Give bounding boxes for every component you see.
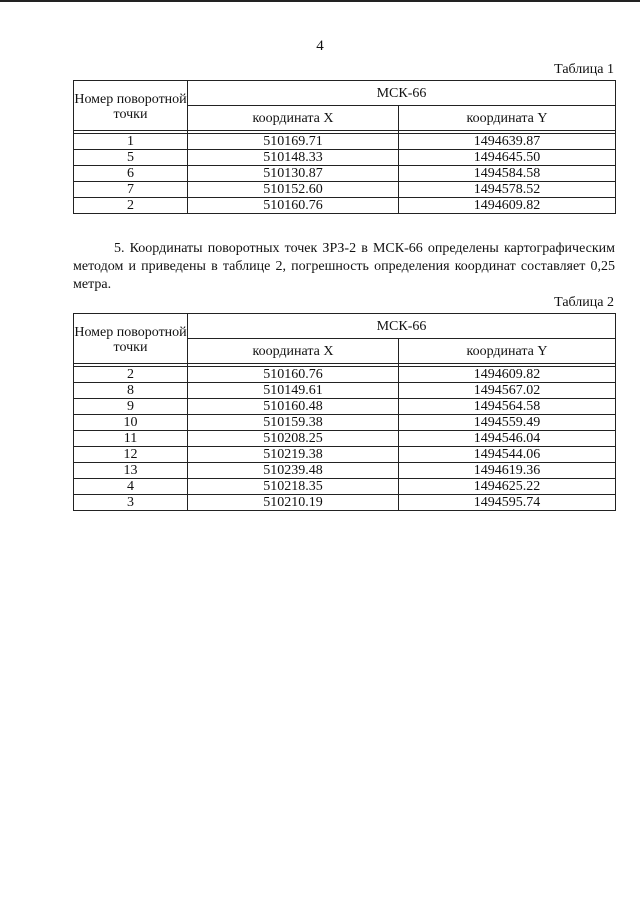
table-1-caption: Таблица 1 [554,62,614,77]
coordinate-x-cell: 510239.48 [188,463,399,479]
table-row [74,150,616,166]
point-number-cell: 5 [74,150,188,166]
point-number-cell: 4 [74,479,188,495]
coordinates-table-1 [73,80,616,214]
coordinate-y-cell: 1494567.02 [399,383,616,399]
coordinate-x-cell: 510169.71 [188,134,399,150]
point-number-header: Номер поворотной точки [74,81,188,131]
coordinate-x-cell: 510159.38 [188,415,399,431]
point-number-cell: 12 [74,447,188,463]
table-row [74,166,616,182]
coordinate-x-cell: 510160.76 [188,367,399,383]
coordinate-y-cell: 1494595.74 [399,495,616,511]
point-number-cell: 11 [74,431,188,447]
point-number-cell: 2 [74,367,188,383]
coordinate-x-cell: 510148.33 [188,150,399,166]
coordinates-table-2 [73,313,616,511]
paragraph-method-note: 5. Координаты поворотных точек ЗРЗ-2 в МСК-66 определены картографическим методом и приведены в таблице 2, погрешность определения координат составляет 0,25 метра. [73,241,615,292]
table-2-caption: Таблица 2 [554,295,614,310]
coordinate-y-cell: 1494639.87 [399,134,616,150]
point-number-cell: 8 [74,383,188,399]
point-number-cell: 10 [74,415,188,431]
table-row [74,399,616,415]
coordinate-x-cell: 510160.48 [188,399,399,415]
coordinate-x-cell: 510160.76 [188,198,399,214]
coordinate-x-cell: 510219.38 [188,447,399,463]
coordinate-x-cell: 510152.60 [188,182,399,198]
coordinate-x-cell: 510210.19 [188,495,399,511]
table-row [74,134,616,150]
coordinate-x-cell: 510208.25 [188,431,399,447]
coordinate-y-header: координата Y [399,106,616,131]
coordinate-y-header: координата Y [399,339,616,364]
coordinate-x-cell: 510149.61 [188,383,399,399]
table-row [74,182,616,198]
table-row [74,463,616,479]
point-number-cell: 3 [74,495,188,511]
coordinate-y-cell: 1494609.82 [399,367,616,383]
coordinate-x-cell: 510130.87 [188,166,399,182]
table-row [74,479,616,495]
table-row [74,383,616,399]
table-row [74,447,616,463]
coordinate-y-cell: 1494609.82 [399,198,616,214]
coordinate-system-header: МСК-66 [188,314,616,339]
table-1-body [74,131,616,214]
coordinate-x-header: координата X [188,106,399,131]
coordinate-y-cell: 1494546.04 [399,431,616,447]
coordinate-y-cell: 1494564.58 [399,399,616,415]
point-number-cell: 6 [74,166,188,182]
coordinate-y-cell: 1494584.58 [399,166,616,182]
coordinate-system-header: МСК-66 [188,81,616,106]
coordinate-y-cell: 1494544.06 [399,447,616,463]
page-number: 4 [316,38,324,54]
table-row [74,198,616,214]
table-2-body [74,364,616,511]
coordinate-y-cell: 1494625.22 [399,479,616,495]
coordinate-y-cell: 1494559.49 [399,415,616,431]
point-number-cell: 2 [74,198,188,214]
page-top-edge [0,0,640,2]
point-number-cell: 9 [74,399,188,415]
table-row [74,495,616,511]
point-number-header: Номер поворотной точки [74,314,188,364]
table-row [74,415,616,431]
coordinate-y-cell: 1494619.36 [399,463,616,479]
point-number-cell: 13 [74,463,188,479]
coordinate-y-cell: 1494578.52 [399,182,616,198]
point-number-cell: 7 [74,182,188,198]
coordinate-x-cell: 510218.35 [188,479,399,495]
point-number-cell: 1 [74,134,188,150]
table-row [74,367,616,383]
table-row [74,431,616,447]
coordinate-y-cell: 1494645.50 [399,150,616,166]
coordinate-x-header: координата X [188,339,399,364]
